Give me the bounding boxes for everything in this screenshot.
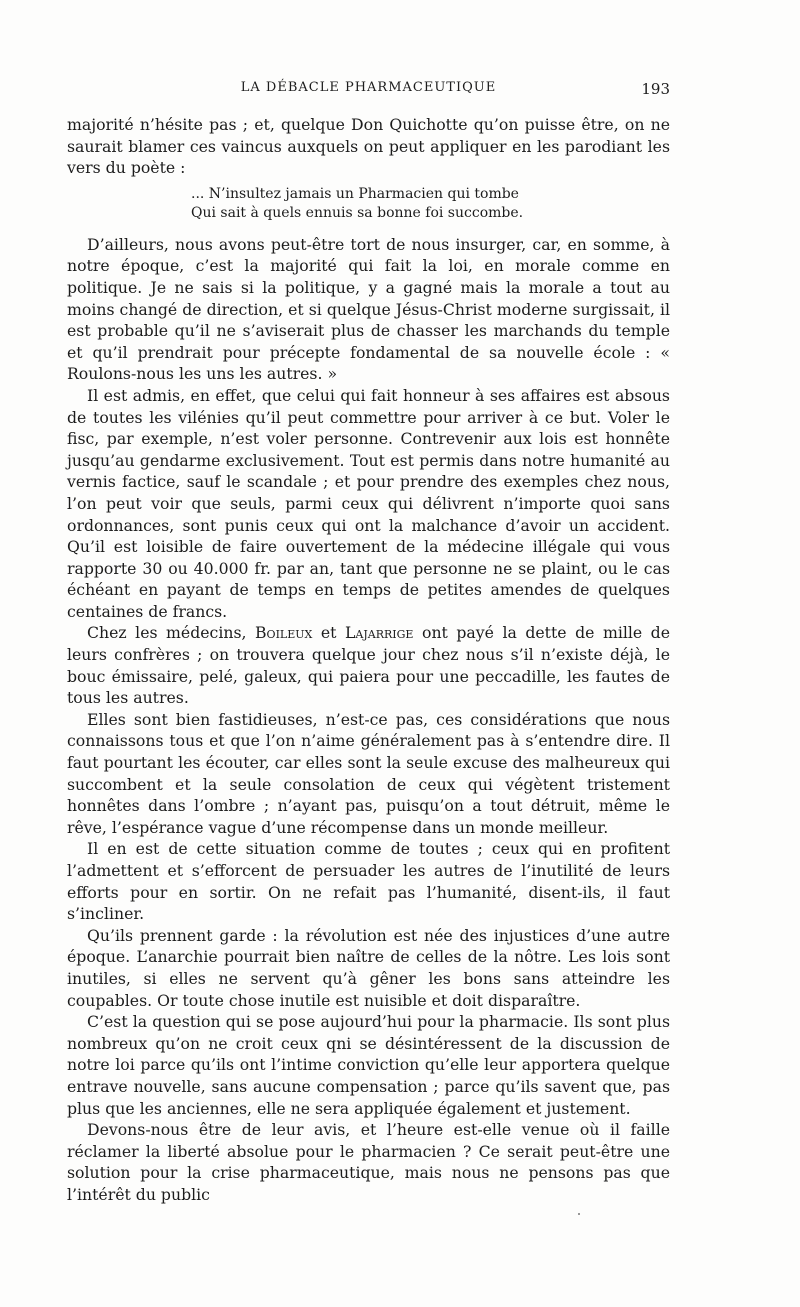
paragraph-doctors: Chez les médecins, Boileux et Lajarrige ont payé la dette de mille de leurs confrères ; on trouvera quelque jour chez nous s’il n’existe déjà, le bouc émissaire, pelé, galeux, qui paiera pour une peccadille, les fautes de tous les autres.	[67, 623, 671, 708]
verse-line: ... N’insultez jamais un Pharmacien qui tombe	[191, 185, 519, 202]
running-header	[67, 80, 670, 100]
verse-quote	[191, 185, 670, 224]
print-speck	[578, 1213, 580, 1215]
paragraph: Il en est de cette situation comme de toutes ; ceux qui en profitent l’admettent et s’efforcent de persuader les autres de l’inutilité de leurs efforts pour en sortir. On ne refait pas l’humanité, disent-ils, il faut s’incliner.	[67, 839, 670, 924]
paragraph: Devons-nous être de leur avis, et l’heure est-elle venue où il faille réclamer la liberté absolue pour le pharmacien ? Ce serait peut-être une solution pour la crise pharmaceutique, mais nous ne pensons pas que l’intérêt du public	[67, 1120, 670, 1204]
person-name: Boileux	[255, 623, 313, 643]
body-text	[67, 114, 670, 1206]
running-title: LA DÉBACLE PHARMACEUTIQUE	[240, 80, 497, 95]
page-number: 193	[641, 80, 670, 98]
verse-line: Qui sait à quels ennuis sa bonne foi succombe.	[191, 205, 524, 222]
paragraph: Qu’ils prennent garde : la révolution est née des injustices d’une autre époque. L’anarchie pourrait bien naître de celles de la nôtre. Les lois sont inutiles, si elles ne servent qu’à gêner les bons sans atteindre les coupables. Or toute chose inutile est nuisible et doit disparaître.	[67, 925, 670, 1010]
paragraph-continuation: majorité n’hésite pas ; et, quelque Don Quichotte qu’on puisse être, on ne saurait blamer ces vaincus auxquels on peut appliquer en les parodiant les vers du poète :	[67, 115, 670, 178]
paragraph: Il est admis, en effet, que celui qui fait honneur à ses affaires est absous de toutes les vilénies qu’il peut commettre pour arriver à ce but. Voler le fisc, par exemple, n’est voler personne. Contrevenir aux lois est honnête jusqu’au gendarme exclusivement. Tout est permis dans notre humanité au vernis factice, sauf le scandale ; et pour prendre des exemples chez nous, l’on peut voir que seuls, parmi ceux qui délivrent n’importe quoi sans ordonnances, sont punis ceux qui ont la malchance d’avoir un accident. Qu’il est loisible de faire ouvertement de la médecine illégale qui vous rapporte 30 ou 40.000 fr. par an, tant que personne ne se plaint, ou le cas échéant en payant de temps en temps de petites amendes de quelques centaines de francs.	[67, 385, 670, 621]
paragraph: D’ailleurs, nous avons peut-être tort de nous insurger, car, en somme, à notre époque, c’est la majorité qui fait la loi, en morale comme en politique. Je ne sais si la politique, y a gagné mais la morale a tout au moins changé de direction, et si quelque Jésus-Christ moderne surgissait, il est probable qu’il ne s’aviserait plus de chasser les marchands du temple et qu’il prendrait pour précepte fondamental de sa nouvelle école : « Roulons-nous les uns les autres. »	[67, 234, 670, 384]
person-name: Lajarrige	[345, 623, 414, 643]
paragraph: C’est la question qui se pose aujourd’hui pour la pharmacie. Ils sont plus nombreux qu’on ne croit ceux qni se désintéressent de la discussion de notre loi parce qu’ils ont l’intime conviction qu’elle leur apportera quelque entrave nouvelle, sans aucune compensation ; parce qu’ils savent que, pas plus que les anciennes, elle ne sera appliquée également et justement.	[67, 1012, 670, 1118]
paragraph: Elles sont bien fastidieuses, n’est-ce pas, ces considérations que nous connaissons tous et que l’on n’aime généralement pas à s’entendre dire. Il faut pourtant les écouter, car elles sont la seule excuse des malheureux qui succombent et la seule consolation de ceux qui végètent tristement honnêtes dans l’ombre ; n’ayant pas, puisqu’on a tout détruit, même le rêve, l’espérance vague d’une récompense dans un monde meilleur.	[67, 709, 670, 837]
